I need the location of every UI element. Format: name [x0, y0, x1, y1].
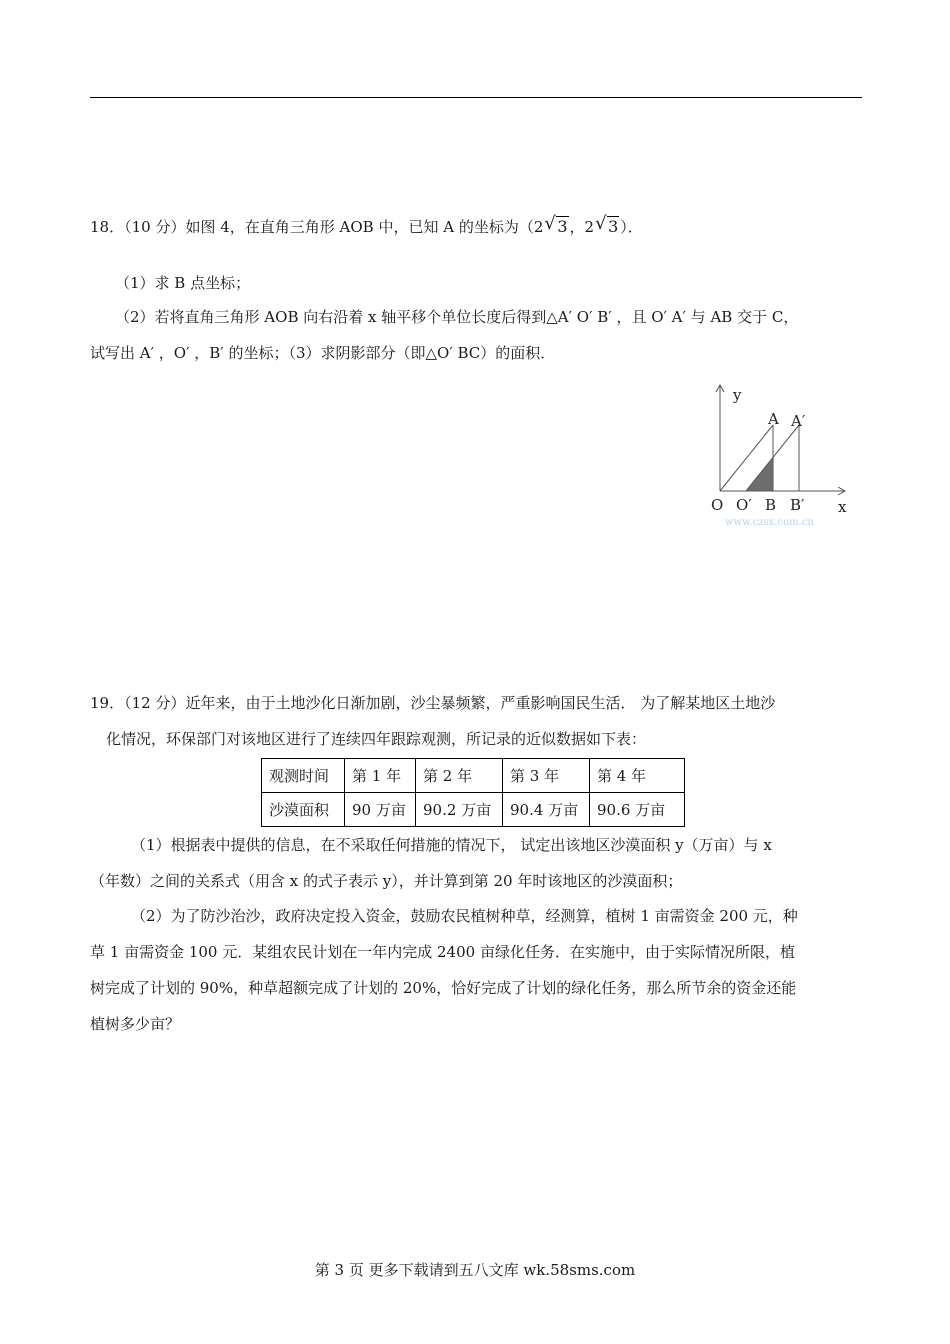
q18-part2-line2: 试写出 A′ ，O′ ，B′ 的坐标；（3）求阴影部分（即△O′ BC）的面积． [90, 344, 556, 362]
sqrt-3: √ 3 [544, 213, 568, 236]
table-cell: 观测时间 [262, 759, 345, 793]
q18-part1: （1）求 B 点坐标； [115, 274, 251, 292]
q19-part2-line4: 植树多少亩？ [90, 1015, 181, 1033]
table-header-row [262, 759, 685, 793]
page-footer: 第 3 页 更多下载请到五八文库 wk.58sms.com [314, 1261, 636, 1279]
table-cell: 90 万亩 [345, 793, 416, 827]
q19-line2: 化情况，环保部门对该地区进行了连续四年跟踪观测，所记录的近似数据如下表： [106, 730, 647, 748]
label-y: y [733, 386, 742, 404]
q19-part1-line2: （年数）之间的关系式（用含 x 的式子表示 y），并计算到第 20 年时该地区的沙漠面积； [90, 872, 683, 890]
header-rule [90, 97, 862, 98]
table-cell: 第 1 年 [345, 759, 416, 793]
table-cell: 90.2 万亩 [416, 793, 503, 827]
coordinate-figure [700, 380, 860, 530]
q19-part2-line1: （2）为了防沙治沙，政府决定投入资金，鼓励农民植树种草，经测算，植树 1 亩需资金 200 元，种 [131, 907, 798, 925]
q19-part2-line3: 树完成了计划的 90%，种草超额完成了计划的 20%，恰好完成了计划的绿化任务，那么所节余的资金还能 [90, 979, 797, 997]
label-B: B [765, 496, 777, 514]
table-cell: 第 4 年 [590, 759, 685, 793]
desert-area-table [261, 758, 685, 827]
label-A-prime: A′ [791, 412, 806, 430]
table-cell: 第 2 年 [416, 759, 503, 793]
label-O-prime: O′ [736, 496, 752, 514]
table-row [262, 793, 685, 827]
table-cell: 90.6 万亩 [590, 793, 685, 827]
q18-part2-line1: （2）若将直角三角形 AOB 向右沿着 x 轴平移个单位长度后得到△A′ O′ B′ ，且 O′ A′ 与 AB 交于 C， [115, 308, 799, 326]
label-A: A [768, 410, 779, 428]
sqrt-3: √ 3 [595, 213, 619, 236]
watermark: www.czsx.com.cn [725, 517, 814, 528]
label-B-prime: B′ [790, 496, 805, 514]
label-x: x [838, 498, 847, 516]
table-cell: 第 3 年 [503, 759, 590, 793]
table-cell: 沙漠面积 [262, 793, 345, 827]
q19-part2-line2: 草 1 亩需资金 100 元．某组农民计划在一年内完成 2400 亩绿化任务．在实施中，由于实际情况所限，植 [90, 943, 795, 961]
q19-part1-line1: （1）根据表中提供的信息，在不采取任何措施的情况下， 试定出该地区沙漠面积 y（万亩）与 x [131, 836, 772, 854]
table-cell: 90.4 万亩 [503, 793, 590, 827]
q18-intro: 18．（10 分）如图 4，在直角三角形 AOB 中，已知 A 的坐标为（2 √ 3 ，2 √ 3 ）． [90, 213, 643, 236]
label-O: O [711, 496, 724, 514]
q19-line1: 19．（12 分）近年来，由于土地沙化日渐加剧，沙尘暴频繁，严重影响国民生活． 为了解某地区土地沙 [90, 694, 776, 712]
